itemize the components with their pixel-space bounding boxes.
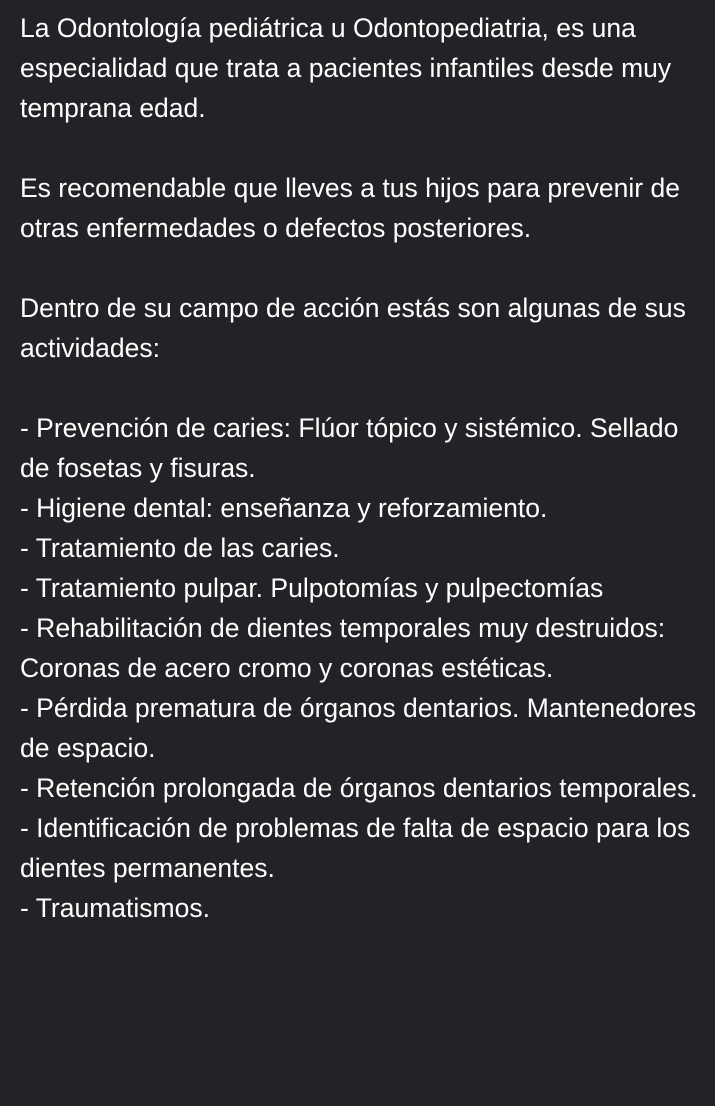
post-text [20, 8, 710, 928]
activities-list [20, 408, 710, 928]
intro-paragraph: La Odontología pediátrica u Odontopediatria, es una especialidad que trata a pacientes infantiles desde muy temprana edad. [20, 13, 672, 123]
activity-item: - Identificación de problemas de falta de espacio para los dientes permanentes. [20, 813, 691, 883]
paragraph-gap [20, 248, 710, 288]
activity-item: - Higiene dental: enseñanza y reforzamiento. [20, 493, 548, 523]
activity-item: - Rehabilitación de dientes temporales muy destruidos: Coronas de acero cromo y coronas estéticas. [20, 613, 666, 683]
activity-item: - Retención prolongada de órganos dentarios temporales. [20, 773, 698, 803]
activity-item: - Tratamiento de las caries. [20, 533, 340, 563]
paragraph-gap [20, 128, 710, 168]
activities-intro-paragraph: Dentro de su campo de acción estás son algunas de sus actividades: [20, 293, 686, 363]
paragraph-gap [20, 368, 710, 408]
activity-item: - Traumatismos. [20, 893, 210, 923]
recommendation-paragraph: Es recomendable que lleves a tus hijos para prevenir de otras enfermedades o defectos posteriores. [20, 173, 680, 243]
activity-item: - Pérdida prematura de órganos dentarios. Mantenedores de espacio. [20, 693, 697, 763]
activity-item: - Tratamiento pulpar. Pulpotomías y pulpectomías [20, 573, 604, 603]
activity-item: - Prevención de caries: Flúor tópico y sistémico. Sellado de fosetas y fisuras. [20, 413, 679, 483]
